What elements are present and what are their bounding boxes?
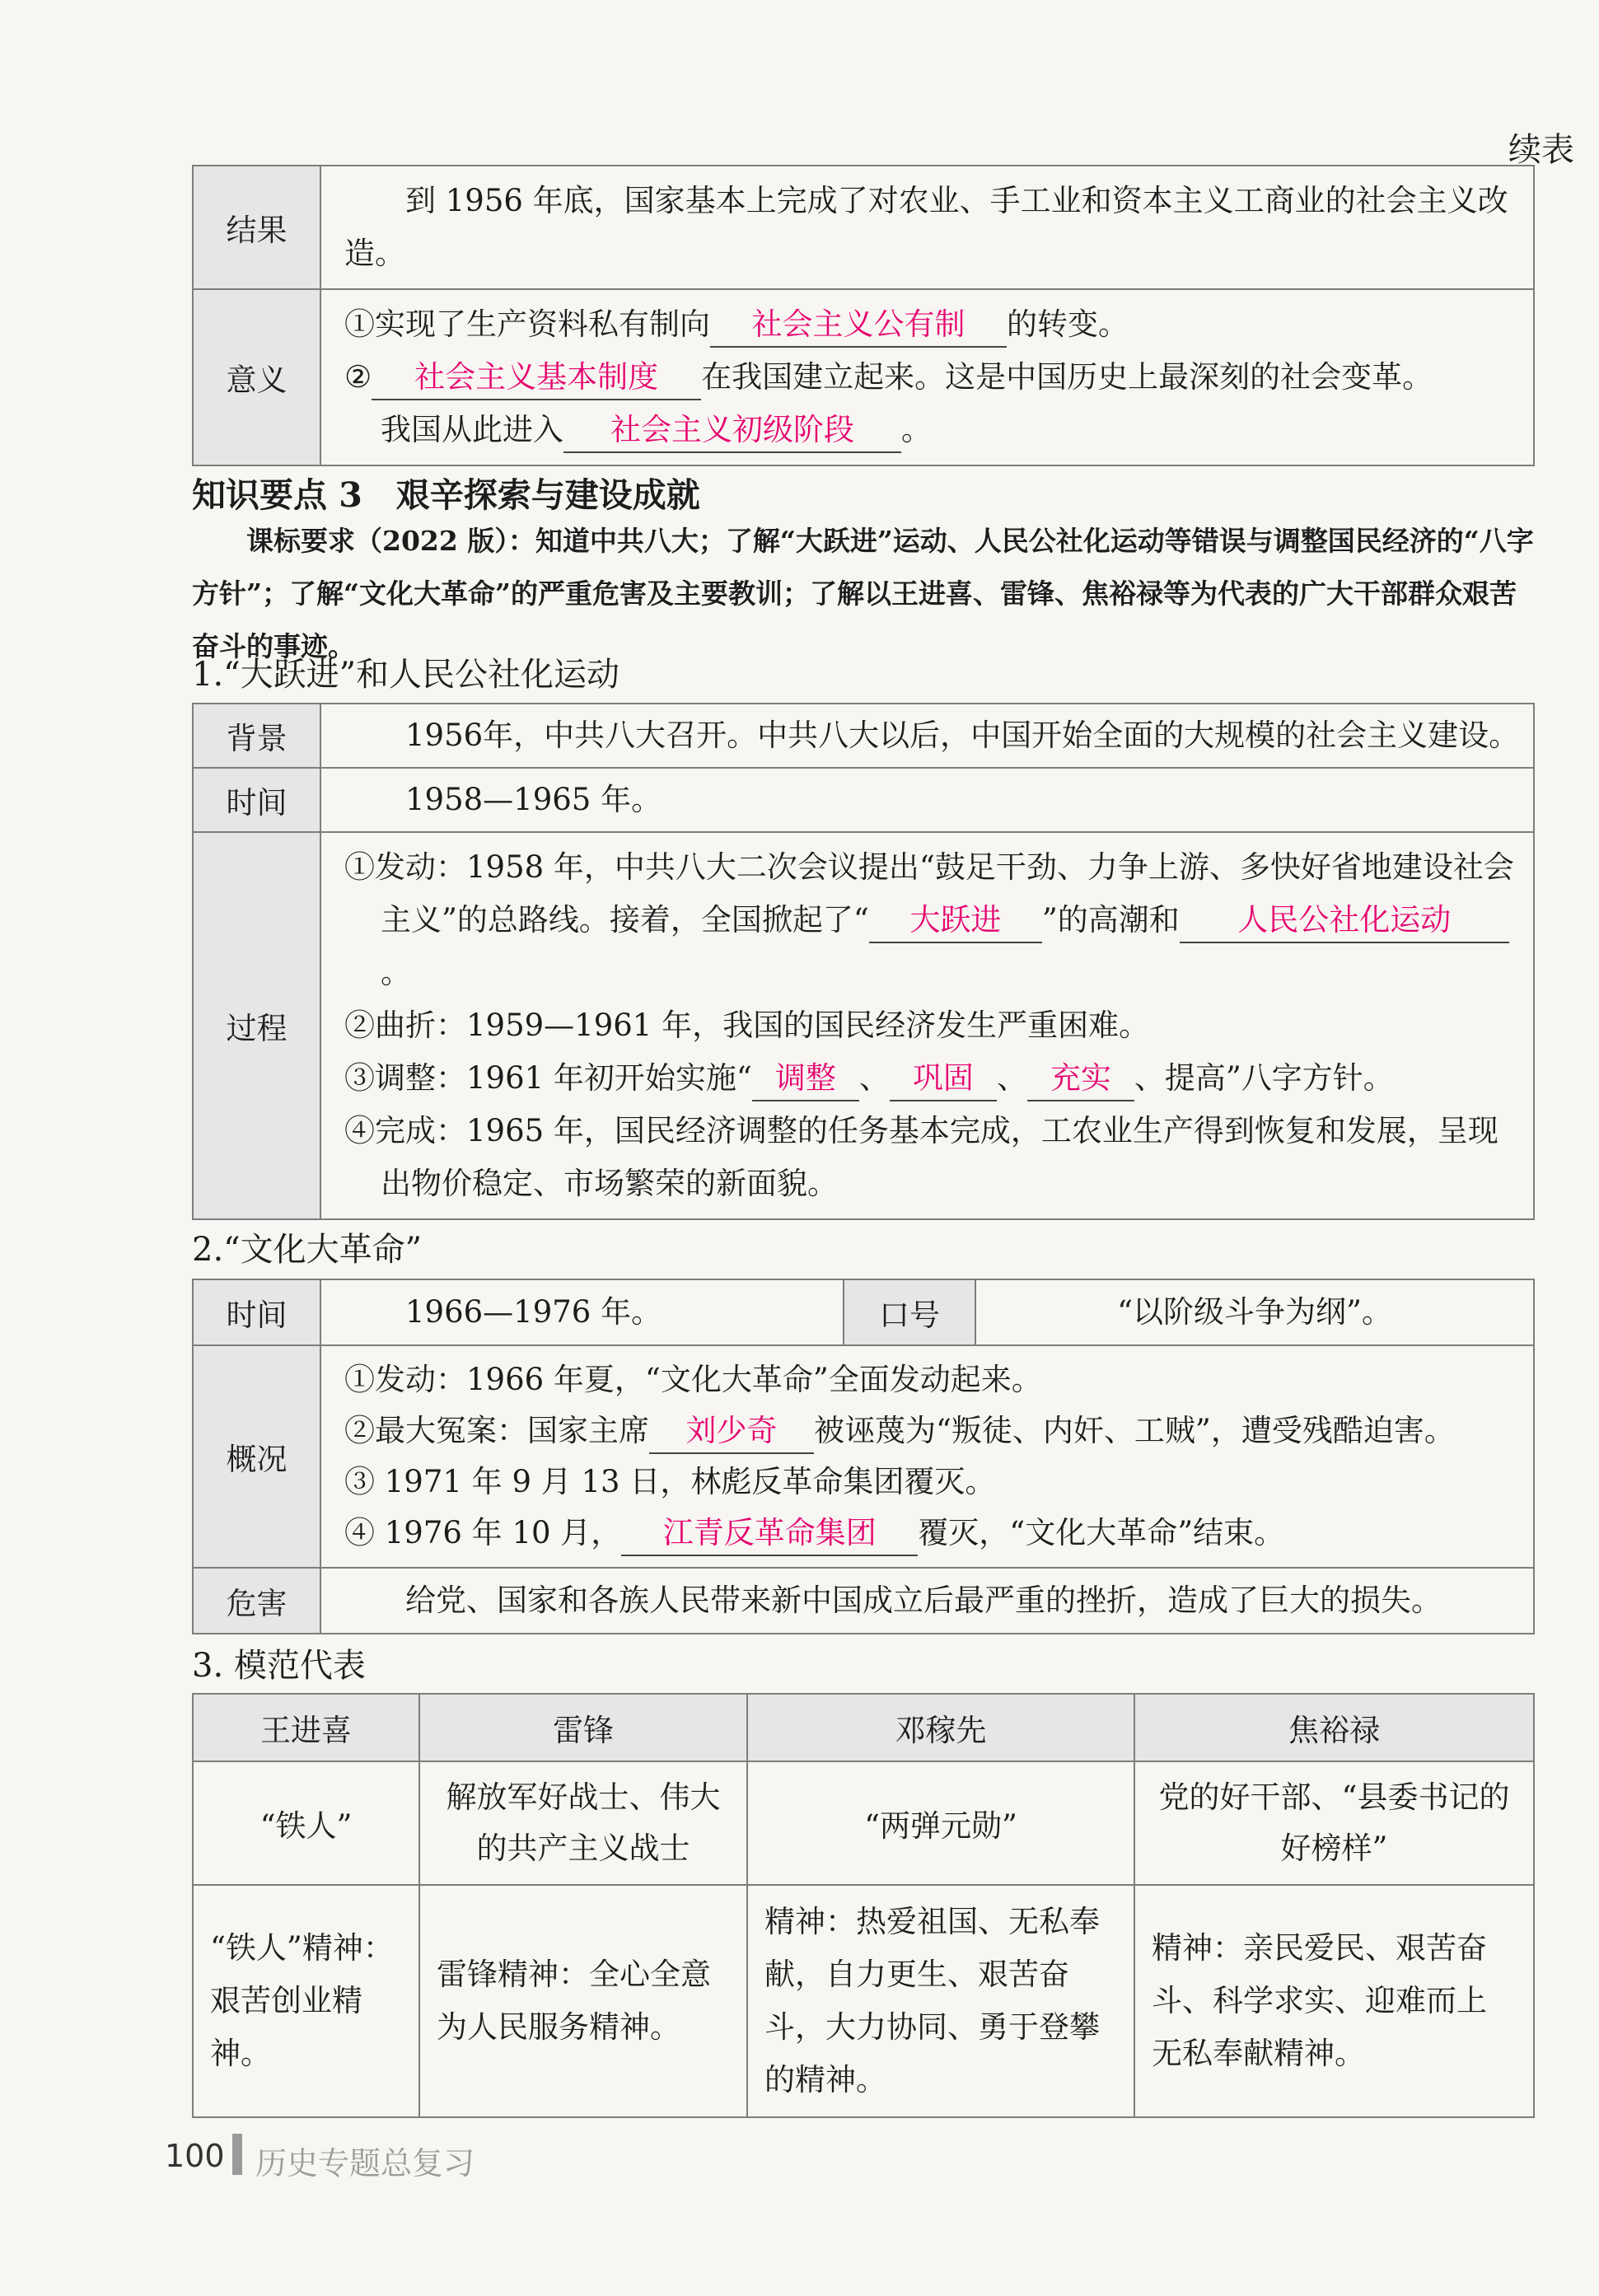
- title-cell: “铁人”: [193, 1761, 419, 1885]
- spirit-cell: 精神：热爱祖国、无私奉献，自力更生、艰苦奋斗，大力协同、勇于登攀的精神。: [747, 1885, 1134, 2117]
- time-label: 时间: [193, 768, 320, 832]
- book-title: 历史专题总复习: [255, 2145, 475, 2181]
- header-lei-feng: 雷锋: [419, 1694, 747, 1761]
- answer-blank: 充实: [1027, 1057, 1134, 1101]
- answer-blank: 大跃进: [869, 899, 1042, 943]
- section2-title: 2.“文化大革命”: [192, 1231, 423, 1269]
- title-cell: “两弹元勋”: [747, 1761, 1134, 1885]
- section1-title: 1.“大跃进”和人民公社化运动: [192, 656, 620, 694]
- background-text: 1956年，中共八大召开。中共八大以后，中国开始全面的大规模的社会主义建设。: [405, 718, 1520, 753]
- answer-blank: 社会主义基本制度: [372, 356, 701, 400]
- time-text: 1958—1965 年。: [405, 782, 662, 817]
- spirit-cell: “铁人”精神：艰苦创业精神。: [193, 1885, 419, 2117]
- harm-text: 给党、国家和各族人民带来新中国成立后最严重的挫折，造成了巨大的损失。: [405, 1583, 1442, 1618]
- spirit-cell: 精神：亲民爱民、艰苦奋斗、科学求实、迎难而上无私奉献精神。: [1134, 1885, 1534, 2117]
- footer-divider: [232, 2134, 242, 2175]
- header-jiao-yulu: 焦裕禄: [1134, 1694, 1534, 1761]
- answer-blank: 人民公社化运动: [1180, 899, 1509, 943]
- slogan-label: 口号: [844, 1279, 975, 1345]
- answer-blank: 刘少奇: [649, 1410, 814, 1454]
- time-label: 时间: [193, 1279, 320, 1345]
- reform-table: [192, 165, 1535, 466]
- title-cell: 党的好干部、“县委书记的好榜样”: [1134, 1761, 1534, 1885]
- overview-item: ③ 1971 年 9 月 13 日，林彪反革命集团覆灭。: [344, 1464, 996, 1499]
- page-number: 100: [165, 2138, 225, 2174]
- great-leap-table: [192, 703, 1535, 1220]
- role-models-table: [192, 1693, 1535, 2118]
- overview-content: ①发动：1966 年夏，“文化大革命”全面发动起来。 ②最大冤案：国家主席 刘少奇 被诬蔑为“叛徒、内奸、工贼”，遭受残酷迫害。 ③ 1971 年 9 月 13 日，林彪反革命集团覆灭。 ④ 1976 年 10 月， 江青反革命集团 覆灭，“文化大革命”结束。: [320, 1345, 1534, 1568]
- answer-blank: 社会主义初级阶段: [563, 409, 901, 453]
- overview-label: 概况: [193, 1345, 320, 1568]
- time-text: 1966—1976 年。: [405, 1294, 662, 1330]
- result-text: 到 1956 年底，国家基本上完成了对农业、手工业和资本主义工商业的社会主义改造。: [344, 183, 1508, 271]
- process-label: 过程: [193, 832, 320, 1219]
- spirit-cell: 雷锋精神：全心全意为人民服务精神。: [419, 1885, 747, 2117]
- process-content: ①发动：1958 年，中共八大二次会议提出“鼓足干劲、力争上游、多快好省地建设社会主义”的总路线。接着，全国掀起了“ 大跃进 ”的高潮和 人民公社化运动。 ②曲折：1959—1961 年，我国的国民经济发生严重困难。 ③调整：1961 年初开始实施“ 调整 、 巩固 、 充实 、提高”八字方针。 ④完成：1965 年，国民经济调整的任务基本完成，工农业生产得到恢复和发展，呈现出物价稳定、市场繁荣的新面貌。: [320, 832, 1534, 1219]
- cultural-revolution-table: [192, 1279, 1535, 1634]
- answer-blank: 社会主义公有制: [710, 303, 1007, 348]
- significance-content: ①实现了生产资料私有制向 社会主义公有制 的转变。 ② 社会主义基本制度 在我国建立起来。这是中国历史上最深刻的社会变革。 我国从此进入 社会主义初级阶段 。: [320, 289, 1534, 465]
- process-step-4: ④完成：1965 年，国民经济调整的任务基本完成，工农业生产得到恢复和发展，呈现出物价稳定、市场繁荣的新面貌。: [344, 1113, 1498, 1201]
- slogan-text: “以阶级斗争为纲”。: [975, 1279, 1534, 1345]
- harm-label: 危害: [193, 1568, 320, 1634]
- answer-blank: 巩固: [890, 1057, 997, 1101]
- continued-label: 续表: [1508, 131, 1574, 169]
- section3-title: 3. 模范代表: [192, 1647, 366, 1685]
- title-cell: 解放军好战士、伟大的共产主义战士: [419, 1761, 747, 1885]
- result-label: 结果: [193, 166, 320, 289]
- header-wang-jinxi: 王进喜: [193, 1694, 419, 1761]
- process-step-2: ②曲折：1959—1961 年，我国的国民经济发生严重困难。: [344, 1008, 1150, 1043]
- answer-blank: 江青反革命集团: [621, 1512, 918, 1556]
- curriculum-requirement: 课标要求（2022 版）：知道中共八大；了解“大跃进”运动、人民公社化运动等错误与调整国民经济的“八字方针”；了解“文化大革命”的严重危害及主要教训；了解以王进喜、雷锋、焦裕禄等为代表的广大干部群众艰苦奋斗的事迹。: [192, 525, 1534, 662]
- background-label: 背景: [193, 704, 320, 768]
- header-deng-jiaxian: 邓稼先: [747, 1694, 1134, 1761]
- significance-label: 意义: [193, 289, 320, 465]
- answer-blank: 调整: [752, 1057, 859, 1101]
- overview-item: ①发动：1966 年夏，“文化大革命”全面发动起来。: [344, 1362, 1042, 1397]
- knowledge-point-title: 知识要点 3 艰辛探索与建设成就: [192, 475, 700, 515]
